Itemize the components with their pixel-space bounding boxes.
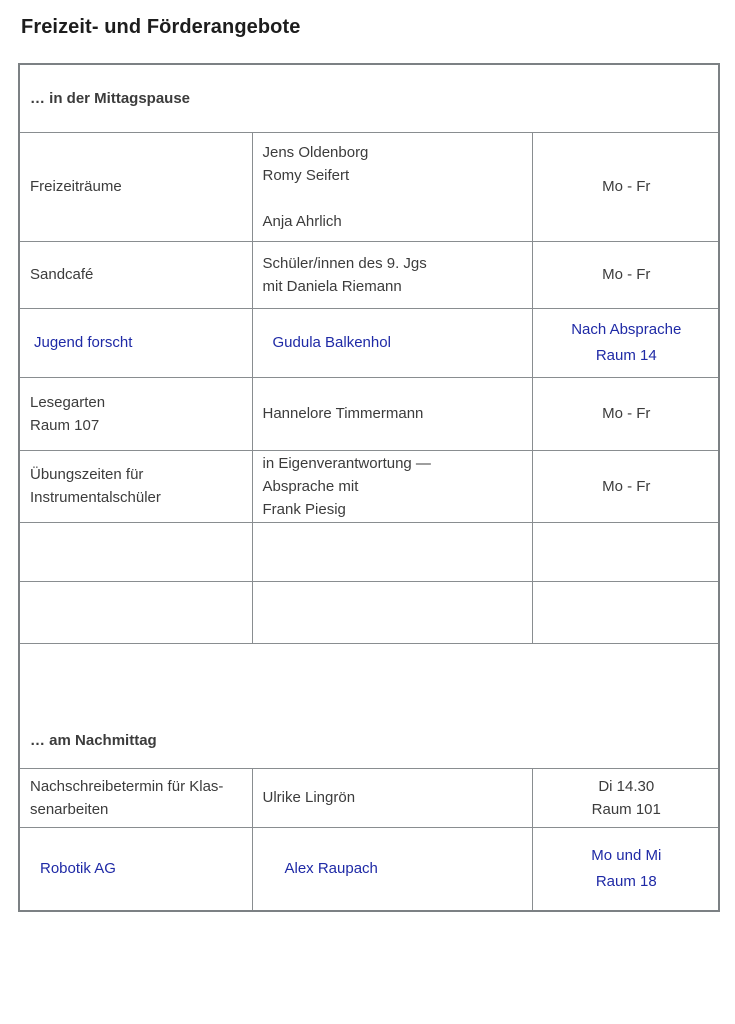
empty-cell <box>252 581 532 643</box>
schedule-cell: Mo - Fr <box>532 377 719 450</box>
schedule-cell: Mo - Fr <box>532 450 719 522</box>
activity-cell: Freizeiträume <box>19 132 252 241</box>
empty-cell <box>19 522 252 581</box>
empty-cell <box>532 581 719 643</box>
activity-cell: Jugend forscht <box>19 308 252 377</box>
schedule-cell: Nach Absprache Raum 14 <box>532 308 719 377</box>
row-sandcafe <box>19 241 719 308</box>
schedule-cell: Mo und Mi Raum 18 <box>532 827 719 911</box>
person-cell: Alex Raupach <box>252 827 532 911</box>
row-jugend-forscht <box>19 308 719 377</box>
page-title: Freizeit- und Förderangebote <box>21 16 301 38</box>
activity-cell: Nachschreibetermin für Klas- senarbeiten <box>19 768 252 827</box>
offers-table <box>18 63 720 912</box>
person-cell: Jens Oldenborg Romy Seifert Anja Ahrlich <box>252 132 532 241</box>
empty-cell <box>19 581 252 643</box>
row-lesegarten <box>19 377 719 450</box>
row-robotik-ag <box>19 827 719 911</box>
activity-cell: Übungszeiten für Instrumentalschüler <box>19 450 252 522</box>
schedule-cell: Di 14.30 Raum 101 <box>532 768 719 827</box>
person-cell: Schüler/innen des 9. Jgs mit Daniela Riemann <box>252 241 532 308</box>
section-header-mittagspause: … in der Mittagspause <box>19 64 719 132</box>
section-header-nachmittag: … am Nachmittag <box>19 643 719 768</box>
person-cell: in Eigenverantwortung — Absprache mit Frank Piesig <box>252 450 532 522</box>
empty-cell <box>532 522 719 581</box>
section-row-nachmittag <box>19 643 719 768</box>
activity-cell: Sandcafé <box>19 241 252 308</box>
row-empty-1 <box>19 522 719 581</box>
row-uebungszeiten <box>19 450 719 522</box>
row-nachschreibetermin <box>19 768 719 827</box>
row-empty-2 <box>19 581 719 643</box>
section-row-mittagspause <box>19 64 719 132</box>
schedule-cell: Mo - Fr <box>532 241 719 308</box>
person-cell: Ulrike Lingrön <box>252 768 532 827</box>
person-cell: Hannelore Timmermann <box>252 377 532 450</box>
empty-cell <box>252 522 532 581</box>
row-freizeitraeume <box>19 132 719 241</box>
person-cell: Gudula Balkenhol <box>252 308 532 377</box>
activity-cell: Lesegarten Raum 107 <box>19 377 252 450</box>
schedule-cell: Mo - Fr <box>532 132 719 241</box>
activity-cell: Robotik AG <box>19 827 252 911</box>
